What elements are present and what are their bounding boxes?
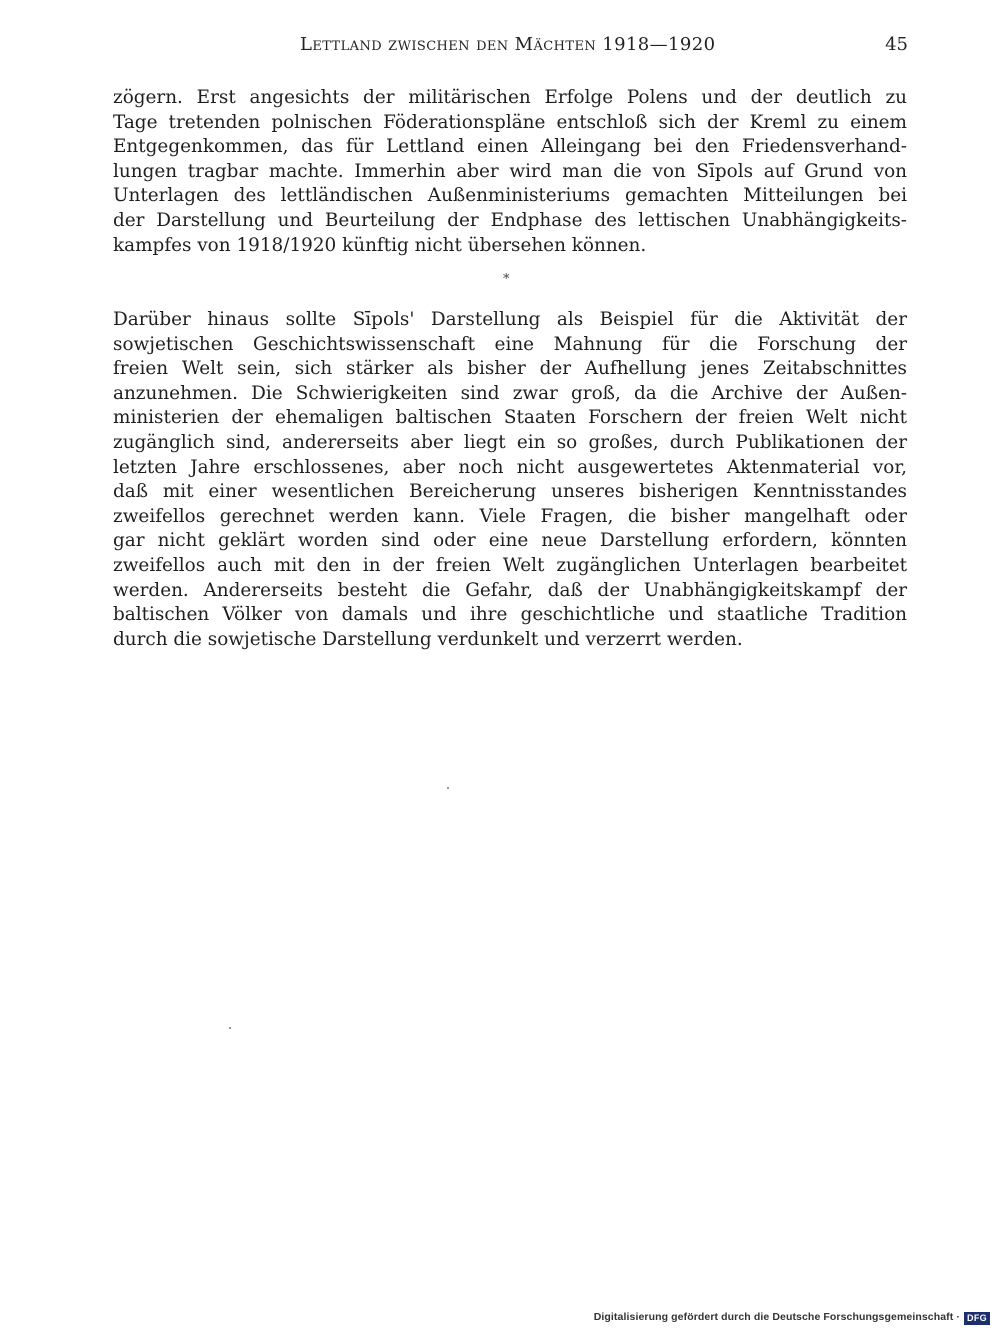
text-line: freien Welt sein, sich stärker als bisher der Aufhellung jenes Zeitabschnittes [113, 358, 907, 380]
digitization-credit: Digitalisierung gefördert durch die Deutsche Forschungsgemeinschaft · [593, 1311, 960, 1323]
page-number: 45 [885, 34, 908, 55]
text-line: letzten Jahre erschlossenes, aber noch nicht ausgewertetes Aktenmaterial vor, [113, 456, 907, 478]
text-line: werden. Andererseits besteht die Gefahr, daß der Unabhängigkeitskampf der [113, 579, 907, 601]
text-line: Tage tretenden polnischen Föderationspläne entschloß sich der Kreml zu einem [113, 111, 907, 133]
section-separator-asterisk: * [503, 272, 510, 287]
text-line: durch die sowjetische Darstellung verdunkelt und verzerrt werden. [113, 628, 743, 650]
text-line: zweifellos auch mit den in der freien Welt zugänglichen Unterlagen bearbeitet [113, 554, 907, 576]
text-line: anzunehmen. Die Schwierigkeiten sind zwar groß, da die Archive der Außen- [113, 382, 907, 404]
text-line: Darüber hinaus sollte Sīpols' Darstellung als Beispiel für die Aktivität der [113, 309, 907, 330]
running-header-title: Lettland zwischen den Mächten 1918—1920 [300, 34, 716, 55]
text-line: gar nicht geklärt worden sind oder eine neue Darstellung erfordern, könnten [113, 530, 907, 552]
text-line: ministerien der ehemaligen baltischen Staaten Forschern der freien Welt nicht [113, 407, 907, 429]
text-line: lungen tragbar machte. Immerhin aber wird man die von Sīpols auf Grund von [113, 160, 907, 182]
scan-speck [447, 787, 449, 789]
scan-speck [229, 1027, 231, 1029]
text-line: zweifellos gerechnet werden kann. Viele Fragen, die bisher mangelhaft oder [113, 505, 907, 527]
text-line: sowjetischen Geschichtswissenschaft eine Mahnung für die Forschung der [113, 333, 907, 355]
paragraph-2 [113, 308, 907, 652]
text-line: Unterlagen des lettländischen Außenministeriums gemachten Mitteilungen bei [113, 185, 907, 207]
dfg-logo: DFG [964, 1312, 990, 1325]
text-line: daß mit einer wesentlichen Bereicherung unseres bisherigen Kenntnisstandes [113, 481, 907, 503]
text-line: baltischen Völker von damals und ihre geschichtliche und staatliche Tradition [113, 604, 907, 626]
text-line: kampfes von 1918/1920 künftig nicht übersehen können. [113, 234, 647, 256]
text-line: zugänglich sind, andererseits aber liegt ein so großes, durch Publikationen der [113, 431, 907, 453]
paragraph-1 [113, 86, 907, 258]
text-line: zögern. Erst angesichts der militärischen Erfolge Polens und der deutlich zu [113, 87, 907, 108]
text-line: der Darstellung und Beurteilung der Endphase des lettischen Unabhängigkeits- [113, 209, 907, 231]
text-line: Entgegenkommen, das für Lettland einen Alleingang bei den Friedensverhand- [113, 136, 907, 158]
